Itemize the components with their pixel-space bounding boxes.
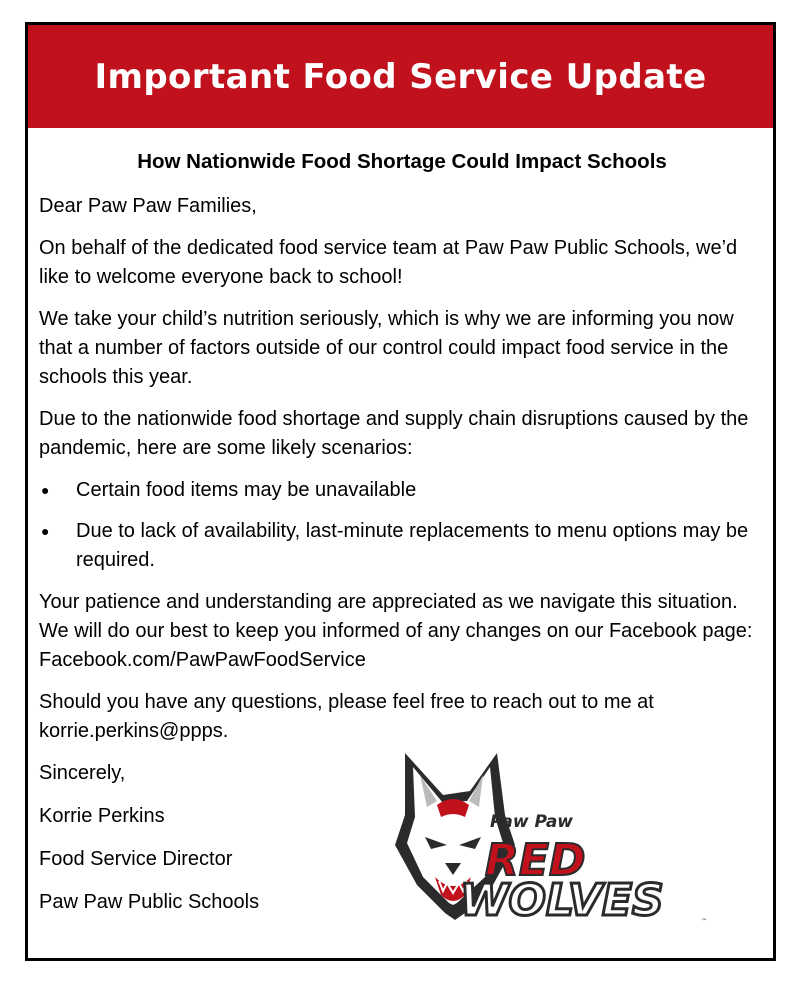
paragraph-4: Your patience and understanding are appreciated as we navigate this situation. We will do our best to keep you informed of any changes on our Facebook page: Facebook.com/PawPawFoodService [39, 591, 753, 671]
signoff: Sincerely, [39, 762, 126, 784]
bullet-icon: ● [41, 482, 50, 498]
letter-subtitle: How Nationwide Food Shortage Could Impact Schools [137, 150, 667, 173]
title-banner [28, 25, 773, 128]
red-wolves-logo [365, 745, 715, 925]
scenario-list [39, 476, 765, 575]
paragraph-2: We take your child’s nutrition seriously, which is why we are informing you now that a number of factors outside of our control could impact food service in the schools this year. [39, 308, 734, 388]
paragraph-3: Due to the nationwide food shortage and supply chain disruptions caused by the pandemic, here are some likely scenarios: [39, 408, 749, 459]
logo-line1: RED [485, 835, 586, 886]
paragraph-5: Should you have any questions, please feel free to reach out to me at korrie.perkins@ppps. [39, 691, 654, 742]
signer-org: Paw Paw Public Schools [39, 891, 260, 913]
banner-title: Important Food Service Update [94, 56, 707, 97]
trademark-mark: ™ [701, 918, 707, 925]
bullet-icon: ● [41, 523, 50, 539]
logo-line2: WOLVES [460, 875, 664, 925]
paragraph-1: On behalf of the dedicated food service team at Paw Paw Public Schools, we’d like to welcome everyone back to school! [39, 237, 738, 288]
bullet-text: Certain food items may be unavailable [76, 479, 417, 501]
signer-name: Korrie Perkins [39, 805, 165, 827]
greeting: Dear Paw Paw Families, [39, 195, 257, 217]
bullet-text: Due to lack of availability, last-minute replacements to menu options may be required. [76, 520, 749, 571]
signer-title: Food Service Director [39, 848, 233, 870]
list-item [39, 476, 765, 505]
logo-top-text: Paw Paw [490, 812, 574, 832]
list-item [39, 517, 765, 575]
